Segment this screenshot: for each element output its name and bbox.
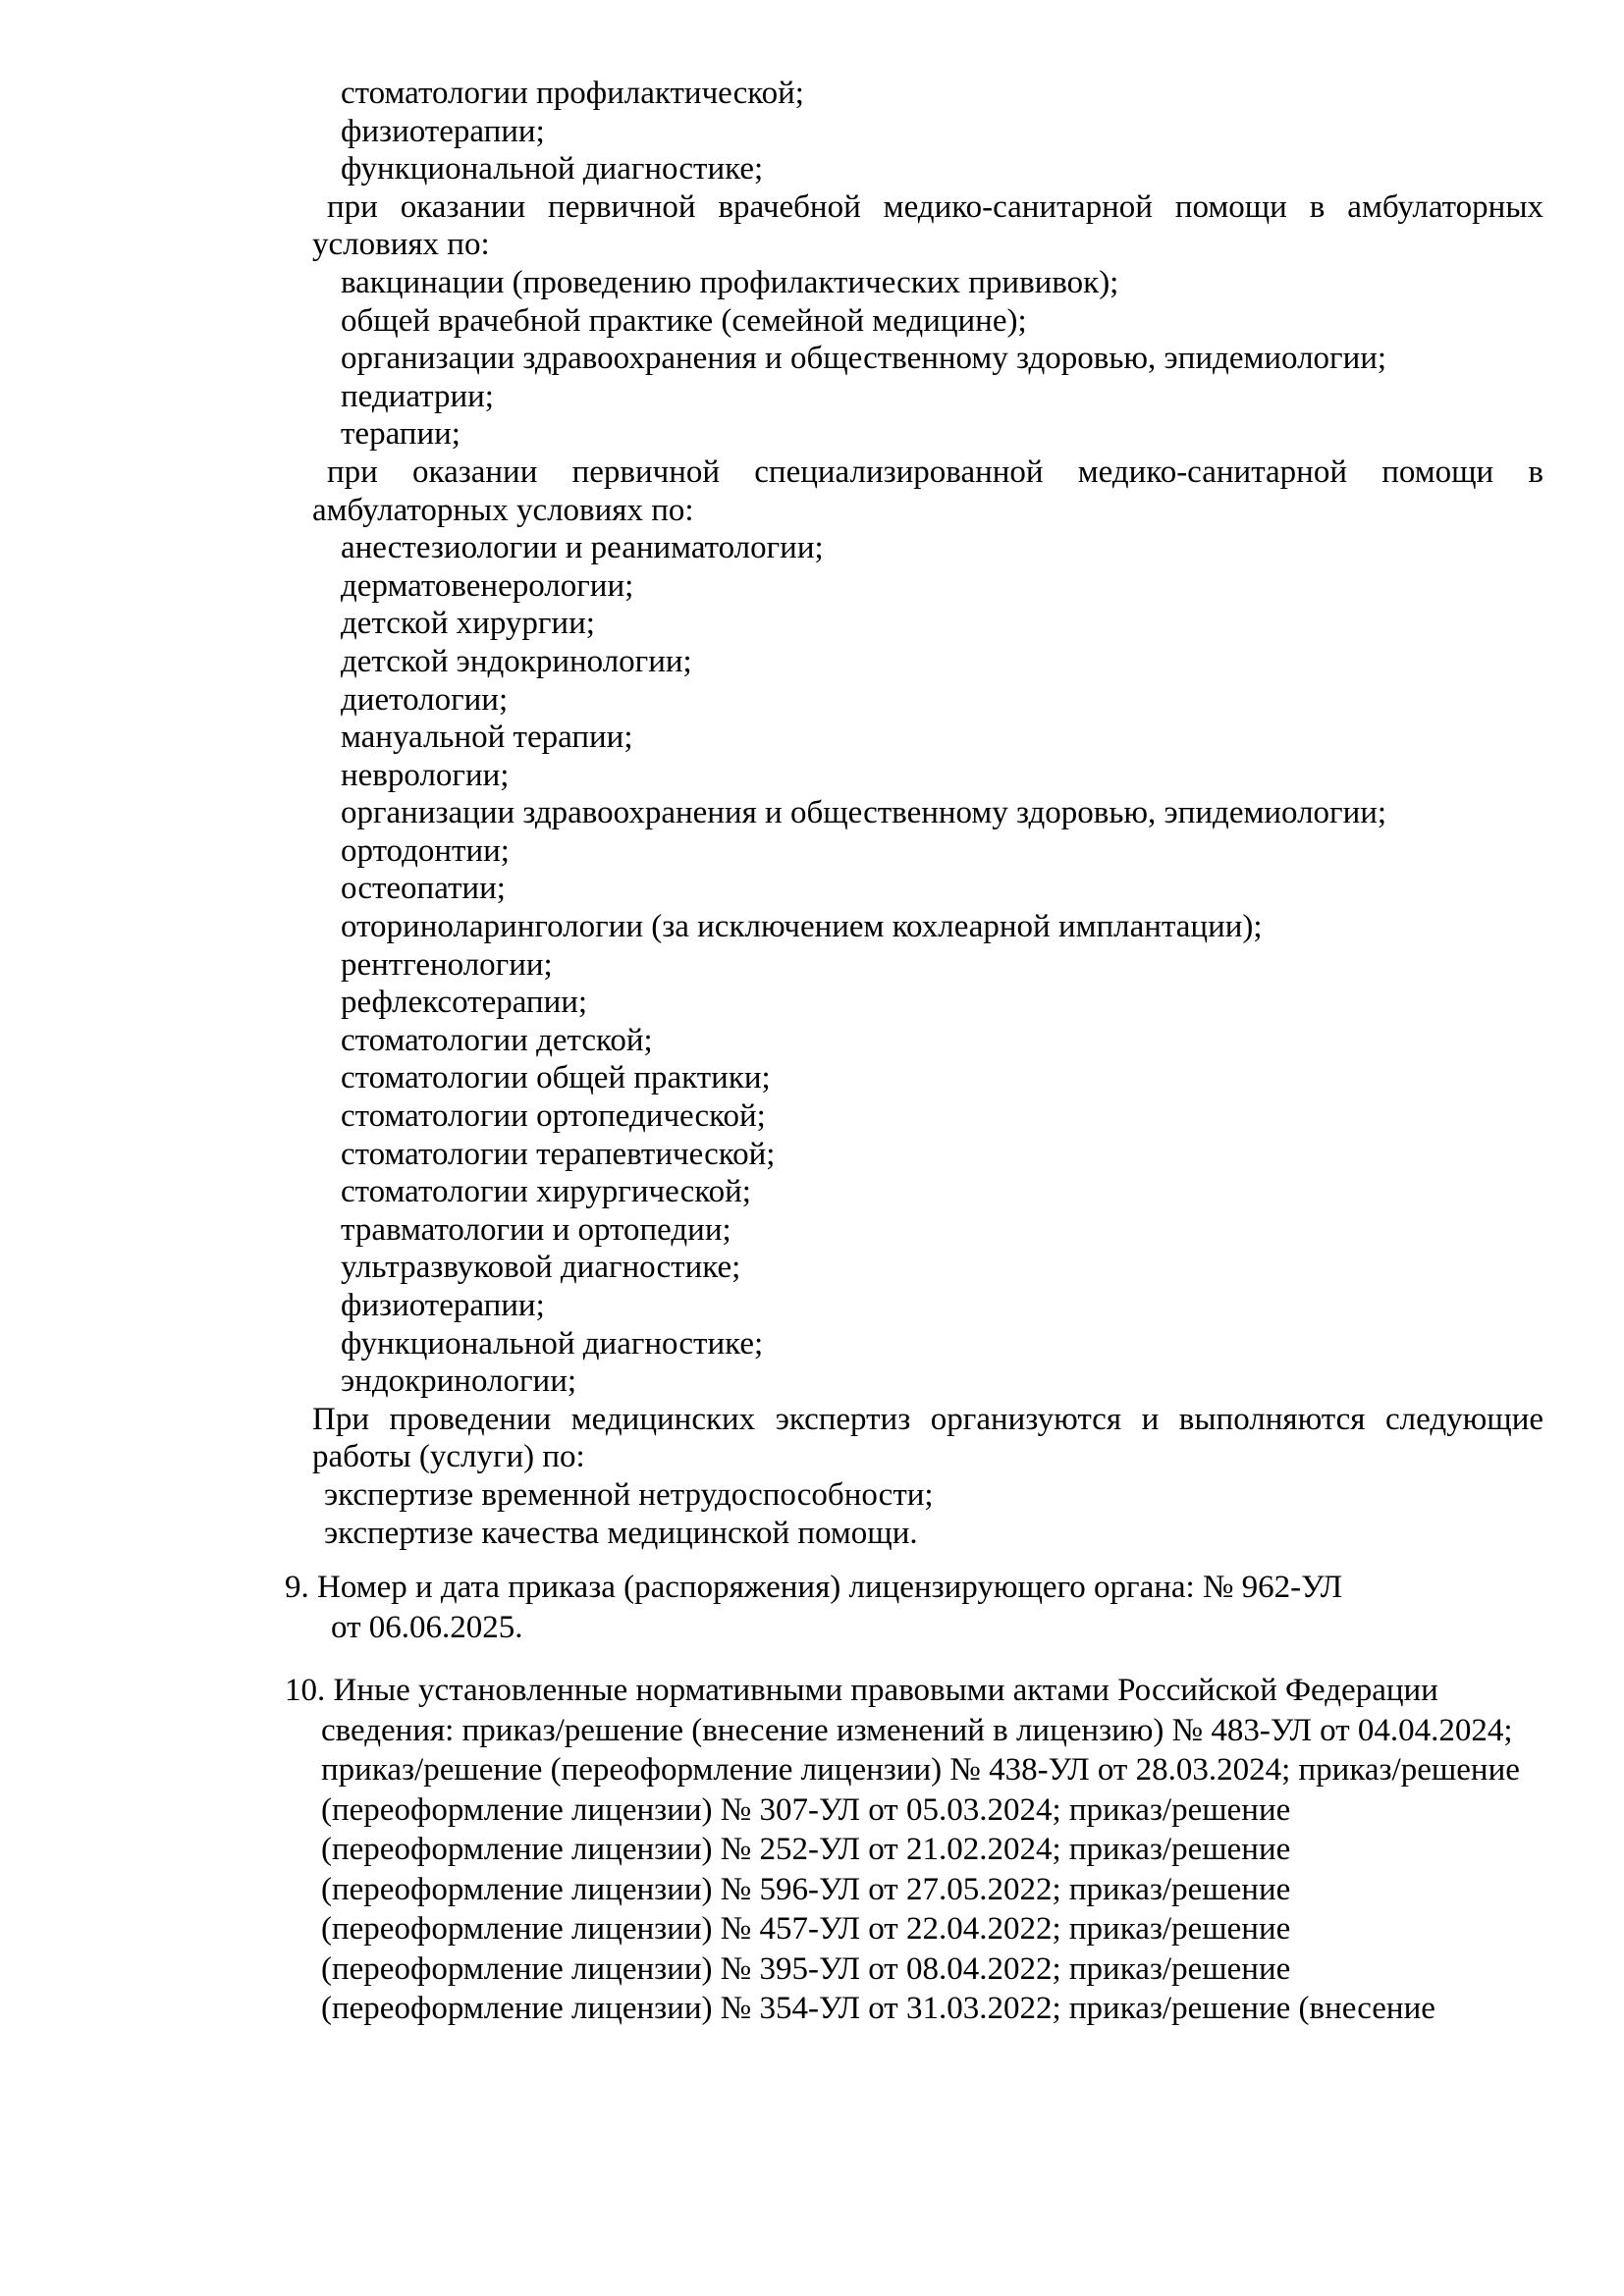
- text-line: мануальной терапии;: [341, 720, 633, 756]
- text-line: (переоформление лицензии) № 354-УЛ от 31.03.2022; приказ/решение (внесение: [321, 1991, 1435, 2027]
- text-line: стоматологии общей практики;: [341, 1060, 771, 1096]
- text-line: педиатрии;: [341, 378, 494, 414]
- clause-10: [285, 1671, 1543, 2029]
- text-line: от 06.06.2025.: [331, 1609, 523, 1645]
- clause-9: [285, 1568, 1543, 1647]
- text-line: травматологии и ортопедии;: [341, 1211, 731, 1248]
- text-line: неврологии;: [341, 757, 510, 793]
- text-line: 10. Иные установленные нормативными правовыми актами Российской Федерации: [285, 1673, 1438, 1709]
- text-line: физиотерапии;: [341, 113, 545, 149]
- text-line: детской эндокринологии;: [341, 643, 692, 679]
- text-line: организации здравоохранения и общественному здоровью, эпидемиологии;: [341, 341, 1387, 377]
- text-line: дерматовенерологии;: [341, 567, 634, 604]
- text-line: диетологии;: [341, 681, 509, 718]
- text-line: рентгенологии;: [341, 946, 553, 983]
- text-line: ультразвуковой диагностике;: [341, 1250, 741, 1286]
- text-line: стоматологии хирургической;: [341, 1174, 751, 1210]
- text-line: (переоформление лицензии) № 252-УЛ от 21.02.2024; приказ/решение: [321, 1832, 1291, 1868]
- text-line: эндокринологии;: [341, 1363, 577, 1400]
- text-line: стоматологии детской;: [341, 1022, 653, 1058]
- text-line: ортодонтии;: [341, 832, 510, 869]
- text-line: анестезиологии и реаниматологии;: [341, 530, 824, 566]
- text-line: экспертизе качества медицинской помощи.: [324, 1515, 918, 1551]
- text-line: приказ/решение (переоформление лицензии) № 438-УЛ от 28.03.2024; приказ/решение: [321, 1752, 1520, 1789]
- text-line: 9. Номер и дата приказа (распоряжения) лицензирующего органа: № 962-УЛ: [285, 1570, 1343, 1606]
- text-line: (переоформление лицензии) № 307-УЛ от 05.03.2024; приказ/решение: [321, 1791, 1291, 1828]
- text-line: (переоформление лицензии) № 457-УЛ от 22.04.2022; приказ/решение: [321, 1911, 1291, 1948]
- text-line: стоматологии терапевтической;: [341, 1136, 776, 1172]
- text-line: условиях по:: [312, 227, 490, 263]
- text-line: физиотерапии;: [341, 1288, 545, 1323]
- text-line: стоматологии ортопедической;: [341, 1098, 766, 1135]
- text-line: экспертизе временной нетрудоспособности;: [324, 1476, 934, 1513]
- text-line: стоматологии профилактической;: [341, 76, 804, 111]
- text-line: при оказании первичной врачебной медико-санитарной помощи в амбулаторных: [327, 188, 1543, 225]
- text-line: работы (услуги) по:: [312, 1439, 585, 1475]
- text-line: сведения: приказ/решение (внесение изменений в лицензию) № 483-УЛ от 04.04.2024;: [321, 1712, 1513, 1748]
- text-line: рефлексотерапии;: [341, 985, 588, 1021]
- text-line: общей врачебной практике (семейной медицине);: [341, 302, 1027, 339]
- text-line: (переоформление лицензии) № 395-УЛ от 08.04.2022; приказ/решение: [321, 1950, 1291, 1987]
- text-line: функциональной диагностике;: [341, 1325, 764, 1362]
- text-line: организации здравоохранения и общественному здоровью, эпидемиологии;: [341, 795, 1387, 831]
- text-line: функциональной диагностике;: [341, 151, 764, 187]
- text-line: оториноларингологии (за исключением кохлеарной имплантации);: [341, 909, 1263, 945]
- text-line: при оказании первичной специализированной медико-санитарной помощи в: [327, 454, 1543, 490]
- text-line: детской хирургии;: [341, 606, 595, 642]
- text-line: амбулаторных условиях по:: [312, 492, 694, 528]
- text-line: вакцинации (проведению профилактических прививок);: [341, 264, 1119, 300]
- text-line: При проведении медицинских экспертиз организуются и выполняются следующие: [312, 1401, 1543, 1437]
- services-list: [306, 75, 1543, 1552]
- text-line: терапии;: [341, 416, 460, 453]
- text-line: (переоформление лицензии) № 596-УЛ от 27.05.2022; приказ/решение: [321, 1871, 1291, 1907]
- text-line: остеопатии;: [341, 871, 506, 907]
